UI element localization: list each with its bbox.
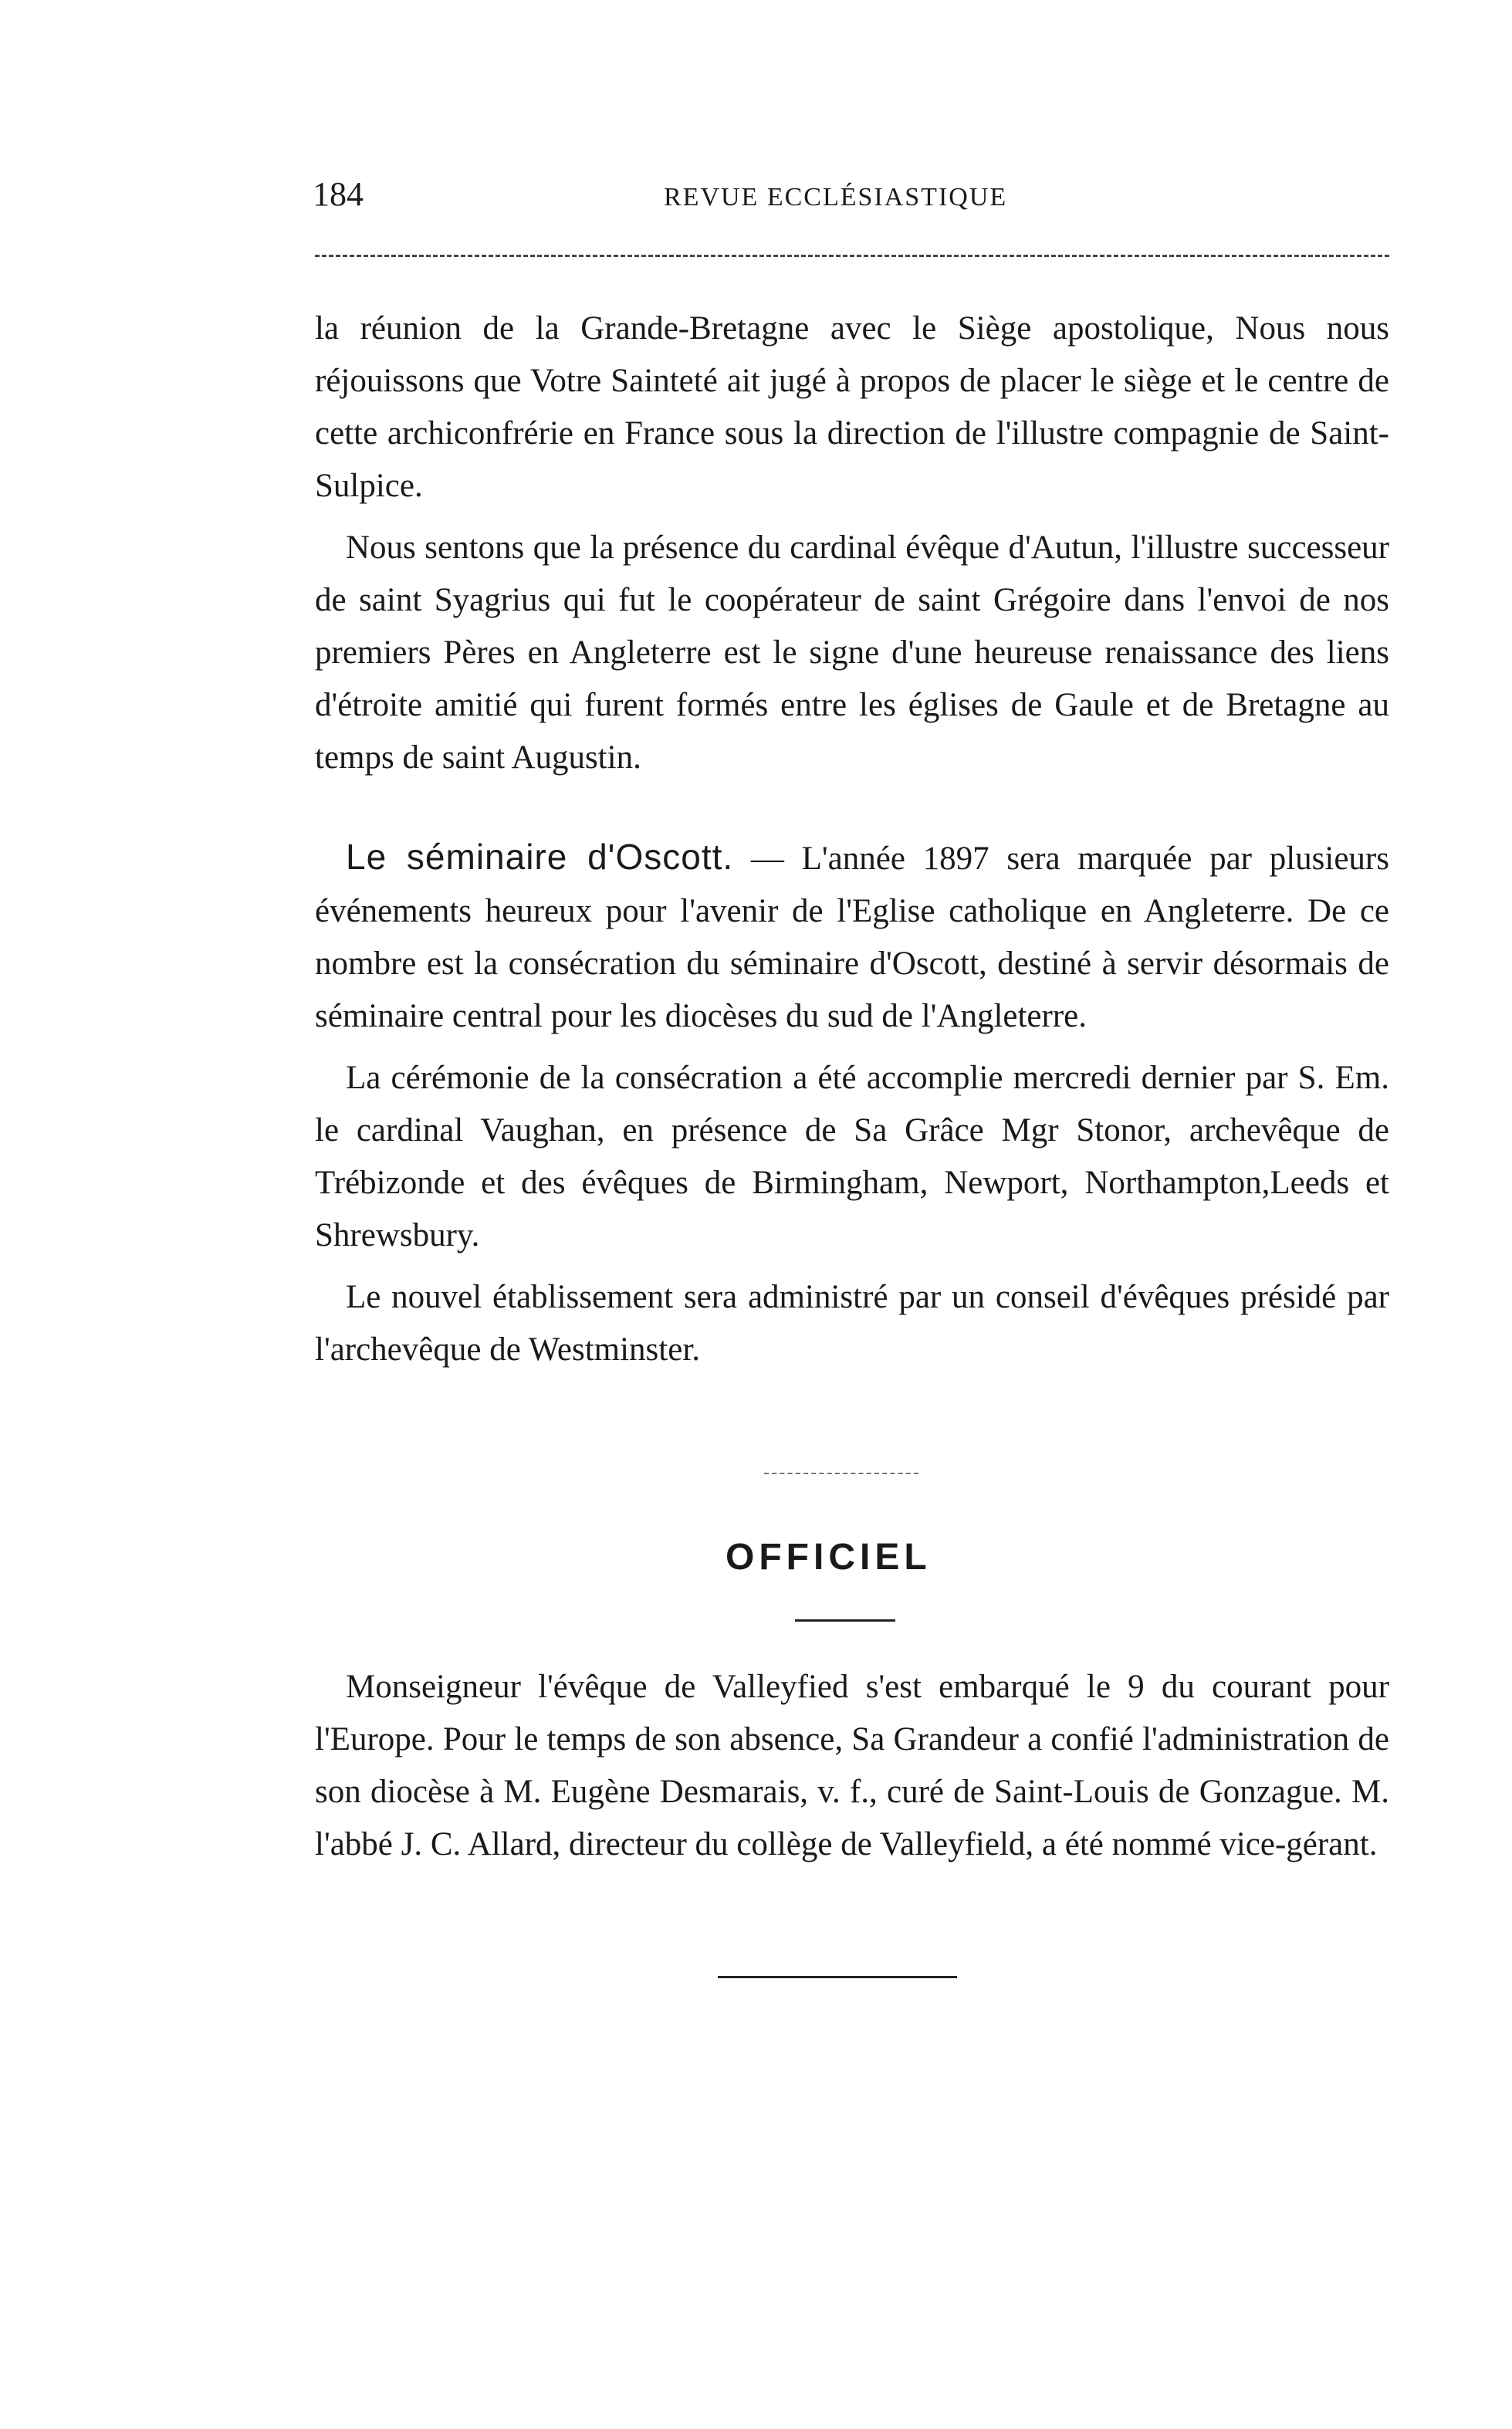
header-rule (315, 255, 1389, 257)
end-rule (718, 1976, 957, 1978)
paragraph: Le nouvel établissement sera administré par un conseil d'évêques présidé par l'archevêque de Westminster. (315, 1279, 1389, 1368)
paragraph: la réunion de la Grande-Bretagne avec le Siège apostolique, Nous nous réjouissons que Votre Sainteté ait jugé à propos de placer le siège et le centre de cette archiconfrérie en France sous la direction de l'illustre compagnie de Saint-Sulpice. (315, 310, 1389, 504)
paragraph-text: — L'année 1897 sera marquée par plusieurs événements heureux pour l'avenir de l'Eglise catholique en Angleterre. De ce nombre est la consécration du séminaire d'Oscott, destiné à servir désormais de séminaire central pour les diocèses du sud de l'Angleterre. (315, 841, 1389, 1034)
paragraph (315, 831, 1389, 1043)
paragraph: Monseigneur l'évêque de Valleyfied s'est embarqué le 9 du courant pour l'Europe. Pour le temps de son absence, Sa Grandeur a confié l'administration de son diocèse à M. Eugène Desmarais, v. f., curé de Saint-Louis de Gonzague. M. l'abbé J. C. Allard, directeur du collège de Valleyfield, a été nommé vice-gérant. (315, 1669, 1389, 1862)
page-header (313, 171, 1393, 218)
page-number: 184 (313, 175, 364, 213)
section-divider (764, 1473, 918, 1474)
article-continuation (315, 303, 1389, 793)
paragraph: Nous sentons que la présence du cardinal évêque d'Autun, l'illustre successeur de saint Syagrius qui fut le coopérateur de saint Grégoire dans l'envoi de nos premiers Pères en Angleterre est le signe d'une heureuse renaissance des liens d'étroite amitié qui furent formés entre les églises de Gaule et de Bretagne au temps de saint Augustin. (315, 529, 1389, 776)
paragraph: La cérémonie de la consécration a été accomplie mercredi dernier par S. Em. le cardinal Vaughan, en présence de Sa Grâce Mgr Stonor, archevêque de Trébizonde et des évêques de Birmingham, Newport, Northampton,Leeds et Shrewsbury. (315, 1060, 1389, 1253)
seminaire-section (315, 831, 1389, 1385)
running-title: REVUE ECCLÉSIASTIQUE (664, 183, 1008, 211)
official-section (315, 1661, 1389, 1880)
section-title: Le séminaire d'Oscott. (346, 837, 734, 877)
heading-rule (795, 1619, 895, 1622)
official-heading: OFFICIEL (726, 1537, 932, 1578)
